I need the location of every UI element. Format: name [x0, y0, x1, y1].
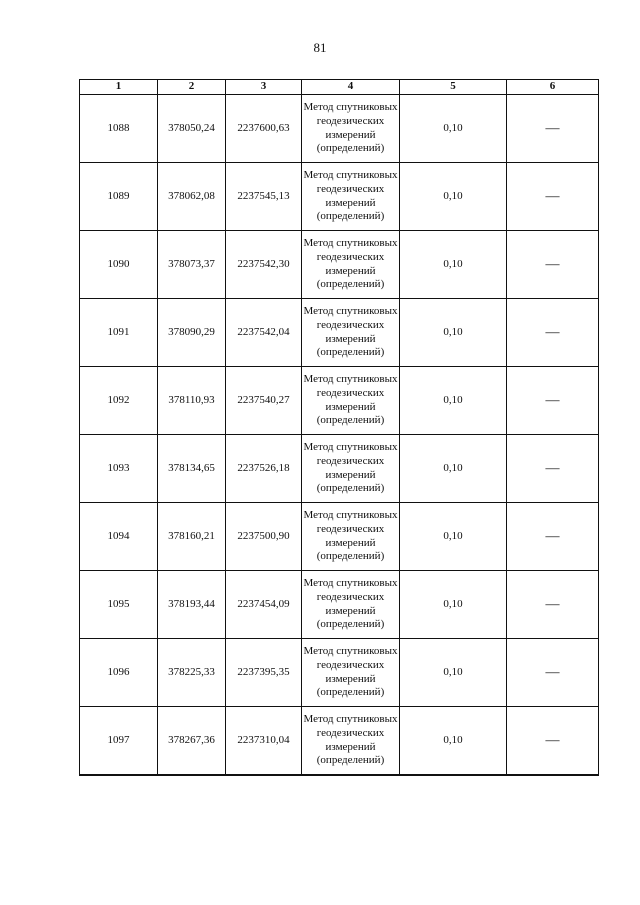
- y-coordinate-cell: [226, 639, 302, 707]
- note-cell: [507, 571, 599, 639]
- method-text: Метод спутниковых геодезических измерений (определений): [303, 101, 398, 155]
- note-text: —: [545, 188, 560, 204]
- point-number-cell: [80, 163, 158, 231]
- table-row: [80, 571, 599, 639]
- point-number-text: 1090: [107, 257, 130, 270]
- method-text: Метод спутниковых геодезических измерений (определений): [303, 441, 398, 495]
- note-text: —: [545, 528, 560, 544]
- x-coordinate-text: 378160,21: [168, 529, 215, 542]
- point-number-text: 1089: [107, 189, 130, 202]
- point-number-text: 1092: [107, 393, 130, 406]
- x-coordinate-cell: [158, 231, 226, 299]
- note-cell: [507, 163, 599, 231]
- y-coordinate-text: 2237395,35: [237, 665, 290, 678]
- column-header-2: 2: [158, 80, 226, 95]
- method-cell: [302, 367, 400, 435]
- y-coordinate-cell: [226, 367, 302, 435]
- x-coordinate-cell: [158, 707, 226, 776]
- note-text: —: [545, 256, 560, 272]
- x-coordinate-cell: [158, 163, 226, 231]
- table-row: [80, 299, 599, 367]
- point-number-cell: [80, 435, 158, 503]
- accuracy-cell: [400, 299, 507, 367]
- accuracy-cell: [400, 639, 507, 707]
- x-coordinate-text: 378225,33: [168, 665, 215, 678]
- table-row: [80, 707, 599, 776]
- point-number-cell: [80, 639, 158, 707]
- point-number-cell: [80, 707, 158, 776]
- accuracy-text: 0,10: [443, 529, 463, 542]
- method-cell: [302, 163, 400, 231]
- point-number-cell: [80, 503, 158, 571]
- x-coordinate-text: 378267,36: [168, 733, 215, 746]
- y-coordinate-text: 2237542,04: [237, 325, 290, 338]
- x-coordinate-cell: [158, 571, 226, 639]
- accuracy-text: 0,10: [443, 733, 463, 746]
- note-cell: [507, 231, 599, 299]
- accuracy-text: 0,10: [443, 325, 463, 338]
- x-coordinate-text: 378134,65: [168, 461, 215, 474]
- note-text: —: [545, 596, 560, 612]
- accuracy-text: 0,10: [443, 461, 463, 474]
- y-coordinate-text: 2237540,27: [237, 393, 290, 406]
- y-coordinate-text: 2237454,09: [237, 597, 290, 610]
- note-cell: [507, 299, 599, 367]
- note-cell: [507, 639, 599, 707]
- method-text: Метод спутниковых геодезических измерений (определений): [303, 577, 398, 631]
- x-coordinate-cell: [158, 95, 226, 163]
- note-text: —: [545, 460, 560, 476]
- method-cell: [302, 503, 400, 571]
- table-row: [80, 231, 599, 299]
- y-coordinate-cell: [226, 95, 302, 163]
- column-header-3: 3: [226, 80, 302, 95]
- note-text: —: [545, 392, 560, 408]
- y-coordinate-cell: [226, 231, 302, 299]
- method-text: Метод спутниковых геодезических измерений (определений): [303, 237, 398, 291]
- x-coordinate-text: 378062,08: [168, 189, 215, 202]
- x-coordinate-text: 378050,24: [168, 121, 215, 134]
- method-text: Метод спутниковых геодезических измерений (определений): [303, 713, 398, 767]
- coordinates-table: [79, 79, 599, 776]
- accuracy-text: 0,10: [443, 189, 463, 202]
- y-coordinate-cell: [226, 299, 302, 367]
- accuracy-text: 0,10: [443, 597, 463, 610]
- method-cell: [302, 95, 400, 163]
- accuracy-text: 0,10: [443, 121, 463, 134]
- x-coordinate-cell: [158, 435, 226, 503]
- point-number-cell: [80, 231, 158, 299]
- note-cell: [507, 367, 599, 435]
- note-text: —: [545, 664, 560, 680]
- point-number-cell: [80, 571, 158, 639]
- note-cell: [507, 707, 599, 776]
- column-header-1: 1: [80, 80, 158, 95]
- y-coordinate-cell: [226, 571, 302, 639]
- accuracy-cell: [400, 707, 507, 776]
- method-text: Метод спутниковых геодезических измерений (определений): [303, 645, 398, 699]
- column-header-4: 4: [302, 80, 400, 95]
- column-header-5: 5: [400, 80, 507, 95]
- x-coordinate-text: 378090,29: [168, 325, 215, 338]
- table-header: [80, 80, 599, 95]
- table-row: [80, 435, 599, 503]
- method-text: Метод спутниковых геодезических измерений (определений): [303, 373, 398, 427]
- note-text: —: [545, 732, 560, 748]
- y-coordinate-text: 2237545,13: [237, 189, 290, 202]
- header-row: [80, 80, 599, 95]
- y-coordinate-cell: [226, 503, 302, 571]
- table-row: [80, 163, 599, 231]
- point-number-cell: [80, 299, 158, 367]
- point-number-text: 1088: [107, 121, 130, 134]
- method-cell: [302, 571, 400, 639]
- column-header-6: 6: [507, 80, 599, 95]
- point-number-text: 1095: [107, 597, 130, 610]
- accuracy-cell: [400, 95, 507, 163]
- x-coordinate-cell: [158, 503, 226, 571]
- y-coordinate-cell: [226, 163, 302, 231]
- accuracy-cell: [400, 231, 507, 299]
- y-coordinate-text: 2237310,04: [237, 733, 290, 746]
- point-number-cell: [80, 367, 158, 435]
- point-number-text: 1093: [107, 461, 130, 474]
- note-cell: [507, 435, 599, 503]
- method-cell: [302, 435, 400, 503]
- point-number-text: 1096: [107, 665, 130, 678]
- y-coordinate-text: 2237526,18: [237, 461, 290, 474]
- page-number: 81: [313, 40, 327, 55]
- accuracy-cell: [400, 571, 507, 639]
- x-coordinate-cell: [158, 639, 226, 707]
- point-number-cell: [80, 95, 158, 163]
- y-coordinate-cell: [226, 707, 302, 776]
- method-text: Метод спутниковых геодезических измерений (определений): [303, 169, 398, 223]
- point-number-text: 1097: [107, 733, 130, 746]
- note-cell: [507, 95, 599, 163]
- y-coordinate-cell: [226, 435, 302, 503]
- x-coordinate-cell: [158, 299, 226, 367]
- x-coordinate-cell: [158, 367, 226, 435]
- table-row: [80, 95, 599, 163]
- accuracy-text: 0,10: [443, 665, 463, 678]
- point-number-text: 1094: [107, 529, 130, 542]
- accuracy-text: 0,10: [443, 393, 463, 406]
- accuracy-cell: [400, 503, 507, 571]
- accuracy-text: 0,10: [443, 257, 463, 270]
- y-coordinate-text: 2237500,90: [237, 529, 290, 542]
- method-cell: [302, 639, 400, 707]
- accuracy-cell: [400, 163, 507, 231]
- note-text: —: [545, 120, 560, 136]
- table-row: [80, 367, 599, 435]
- method-cell: [302, 231, 400, 299]
- y-coordinate-text: 2237542,30: [237, 257, 290, 270]
- x-coordinate-text: 378193,44: [168, 597, 215, 610]
- y-coordinate-text: 2237600,63: [237, 121, 290, 134]
- accuracy-cell: [400, 435, 507, 503]
- note-cell: [507, 503, 599, 571]
- x-coordinate-text: 378110,93: [168, 393, 215, 406]
- note-text: —: [545, 324, 560, 340]
- table-body: [80, 95, 599, 776]
- accuracy-cell: [400, 367, 507, 435]
- table-row: [80, 639, 599, 707]
- x-coordinate-text: 378073,37: [168, 257, 215, 270]
- table-row: [80, 503, 599, 571]
- method-cell: [302, 707, 400, 776]
- point-number-text: 1091: [107, 325, 130, 338]
- method-text: Метод спутниковых геодезических измерений (определений): [303, 509, 398, 563]
- method-text: Метод спутниковых геодезических измерений (определений): [303, 305, 398, 359]
- method-cell: [302, 299, 400, 367]
